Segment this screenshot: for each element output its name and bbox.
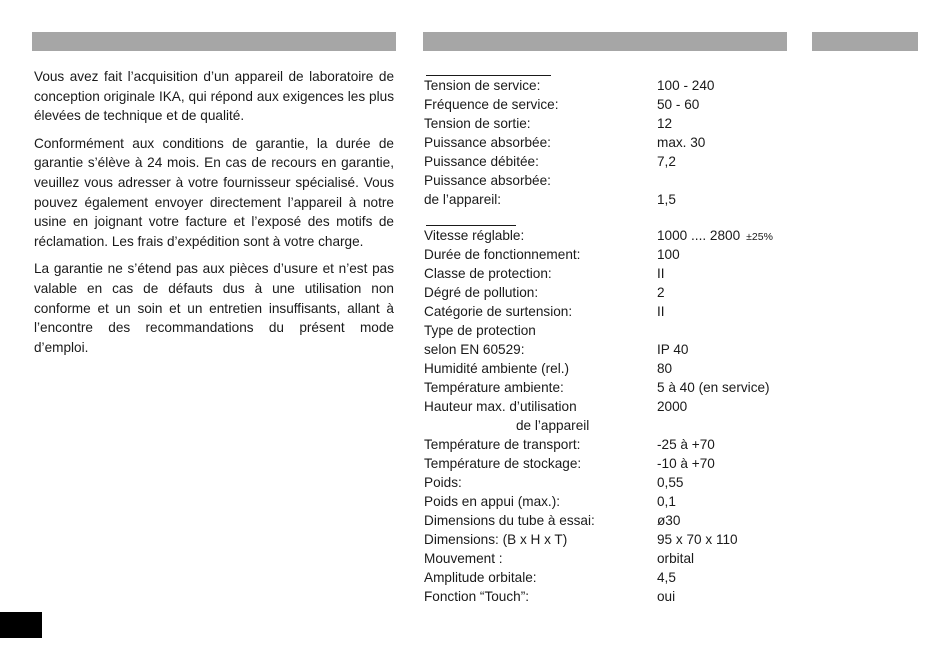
spec-row [424,321,924,340]
spec-label: Mouvement : [424,551,503,566]
spec-value-text: II [657,304,665,319]
spec-value-text: 2 [657,285,665,300]
spec-value [657,95,699,114]
spec-value [657,530,738,549]
spec-value-text: 0,55 [657,475,684,490]
spec-label: Poids en appui (max.): [424,494,561,509]
spec-value-text: 12 [657,116,673,131]
spec-label: Température de stockage: [424,456,582,471]
spec-row [424,530,924,549]
spec-label: Catégorie de surtension: [424,304,573,319]
spec-row [424,568,924,587]
spec-value [657,378,770,397]
spec-label: Tension de sortie: [424,116,531,131]
spec-value-text: 1,5 [657,192,676,207]
spec-label: Puissance absorbée: [424,173,551,188]
spec-value [657,226,773,247]
spec-value-text: 80 [657,361,673,376]
paragraph-warranty-terms: Conformément aux conditions de garantie, la durée de garantie s’élève à 24 mois. En cas de recours en garantie, veuillez vous adresser à votre fournisseur spécialisé. Vous pouvez également envoyer directement l’appareil à notre usine en joignant votre facture et l’exposé des motifs de réclamation. Les frais d’expédition sont à votre charge. [34,135,394,249]
spec-label: Classe de protection: [424,266,552,281]
spec-row [424,95,924,114]
spec-row [424,245,924,264]
spec-label: Type de protection [424,323,536,338]
spec-value [657,359,672,378]
spec-section-electrical [424,76,924,209]
spec-value-text: 1000 .... 2800 [657,228,741,243]
spec-row [424,283,924,302]
spec-value [657,549,694,568]
spec-value [657,264,665,283]
spec-label: Durée de fonctionnement: [424,247,581,262]
spec-label: Hauteur max. d’utilisation [424,399,577,414]
spec-row [424,549,924,568]
spec-value-text: oui [657,589,676,604]
spec-value-text: IP 40 [657,342,689,357]
spec-label: Dimensions du tube à essai: [424,513,595,528]
spec-value [657,133,705,152]
spec-value-text: 4,5 [657,570,676,585]
spec-label: Vitesse réglable: [424,228,525,243]
spec-value [657,511,680,530]
spec-value-text: 0,1 [657,494,676,509]
paragraph-acquisition: Vous avez fait l’acquisition d’un appareil de laboratoire de conception originale IKA, qui répond aux exigences les plus élevées de technique et de qualité. [34,69,394,124]
spec-value [657,397,687,416]
spec-value [657,587,675,606]
page-number-block [0,612,42,638]
spec-value [657,152,676,171]
spec-value-text: II [657,266,665,281]
spec-value-text: -10 à +70 [657,456,715,471]
spec-row [424,133,924,152]
spec-label: Amplitude orbitale: [424,570,537,585]
spec-value [657,473,683,492]
spec-value-text: 95 x 70 x 110 [657,532,738,547]
spec-row [424,416,924,435]
spec-value [657,190,676,209]
spec-value [657,114,672,133]
technical-specs [424,75,924,606]
spec-row [424,378,924,397]
spec-value [657,454,715,473]
spec-row [424,190,924,209]
spec-label: Température ambiente: [424,380,564,395]
spec-value [657,568,676,587]
spec-value [657,245,680,264]
spec-row [424,492,924,511]
warranty-text [34,67,394,365]
spec-section-mechanical [424,226,924,606]
spec-value-text: -25 à +70 [657,437,715,452]
spec-value-text: 100 [657,247,680,262]
spec-row [424,76,924,95]
spec-label: Poids: [424,475,462,490]
header-bar-left [32,32,396,51]
spec-row [424,226,924,245]
spec-tolerance: ±25% [746,231,773,243]
spec-label: Dimensions: (B x H x T) [424,532,568,547]
spec-value [657,76,714,95]
spec-value-text: ø30 [657,513,681,528]
header-bar-middle [423,32,787,51]
spec-value-text: 7,2 [657,154,676,169]
spec-value [657,435,715,454]
spec-row [424,454,924,473]
spec-label: de l’appareil: [424,192,502,207]
spec-label: Température de transport: [424,437,581,452]
spec-row [424,435,924,454]
spec-label: de l’appareil [516,418,590,433]
spec-label: selon EN 60529: [424,342,525,357]
spec-row [424,264,924,283]
spec-row [424,511,924,530]
spec-label: Humidité ambiente (rel.) [424,361,570,376]
paragraph-warranty-exclusions: La garantie ne s’étend pas aux pièces d’usure et n’est pas valable en cas de défauts dus à une utilisation non conforme et un soin et un entretien insuffisants, allant à l’encontre des recommandations du présent mode d’emploi. [34,261,394,355]
spec-row [424,171,924,190]
spec-value [657,492,676,511]
spec-value [657,302,665,321]
spec-value-text: 100 - 240 [657,78,715,93]
spec-row [424,340,924,359]
spec-row [424,114,924,133]
spec-row [424,587,924,606]
spec-label: Fonction “Touch”: [424,589,530,604]
spec-value-text: orbital [657,551,695,566]
spec-label: Tension de service: [424,78,541,93]
spec-value-text: 2000 [657,399,688,414]
spec-label: Dégré de pollution: [424,285,539,300]
spec-row [424,359,924,378]
spec-row [424,473,924,492]
spec-row [424,397,924,416]
spec-value-text: max. 30 [657,135,706,150]
spec-value [657,283,665,302]
spec-value-text: 5 à 40 (en service) [657,380,770,395]
spec-value [657,340,689,359]
spec-label: Puissance débitée: [424,154,539,169]
spec-row [424,302,924,321]
spec-value-text: 50 - 60 [657,97,700,112]
spec-label: Puissance absorbée: [424,135,551,150]
header-bar-right [812,32,918,51]
spec-row [424,152,924,171]
spec-label: Fréquence de service: [424,97,559,112]
